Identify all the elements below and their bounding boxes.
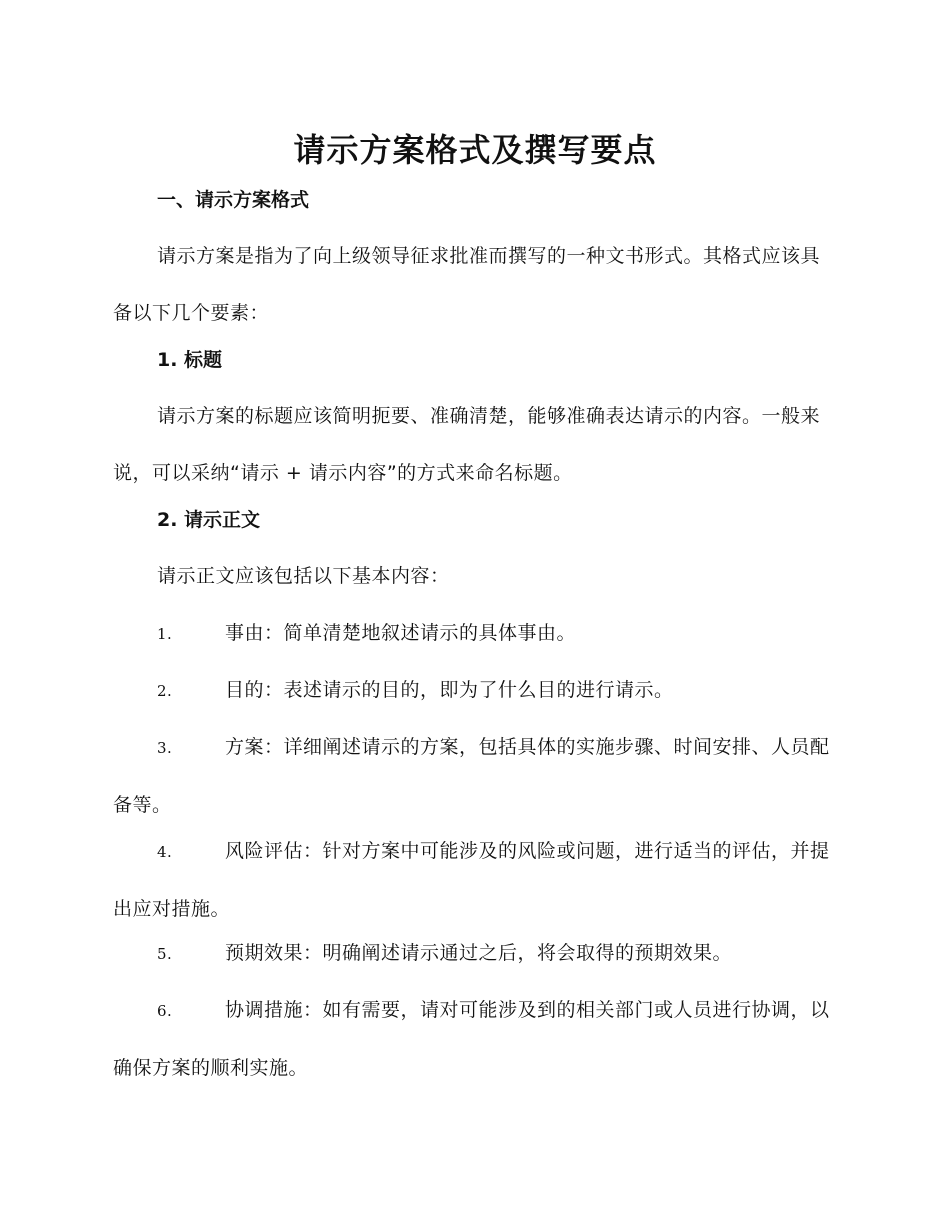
- document-title: 请示方案格式及撰写要点: [293, 131, 657, 169]
- list-item-number: 3.: [157, 739, 173, 757]
- section-heading-format: 一、请示方案格式: [157, 189, 310, 211]
- list-item-text: 事由：简单清楚地叙述请示的具体事由。: [225, 622, 577, 644]
- list-item-text: 协调措施：如有需要，请对可能涉及到的相关部门或人员进行协调，以确保方案的顺利实施。: [113, 999, 830, 1079]
- list-item: [113, 982, 838, 1097]
- list-item: [113, 719, 838, 834]
- intro-paragraph: 请示方案是指为了向上级领导征求批准而撰写的一种文书形式。其格式应该具备以下几个要素：: [113, 245, 821, 324]
- subheading-body: 2. 请示正文: [157, 509, 261, 531]
- subheading-title: 1. 标题: [157, 349, 223, 371]
- list-item: [113, 605, 838, 663]
- list-item-text: 风险评估：针对方案中可能涉及的风险或问题，进行适当的评估，并提出应对措施。: [113, 840, 830, 920]
- list-item-text: 目的：表述请示的目的，即为了什么目的进行请示。: [225, 679, 674, 701]
- list-item-number: 5.: [157, 945, 173, 963]
- list-item-text: 方案：详细阐述请示的方案，包括具体的实施步骤、时间安排、人员配备等。: [113, 736, 830, 816]
- list-item-number: 2.: [157, 682, 173, 700]
- list-item: [113, 662, 838, 720]
- body-intro-paragraph: 请示正文应该包括以下基本内容：: [157, 565, 450, 587]
- list-item: [113, 925, 838, 983]
- title-paragraph: 请示方案的标题应该简明扼要、准确清楚，能够准确表达请示的内容。一般来说，可以采纳“请示 + 请示内容”的方式来命名标题。: [113, 405, 821, 484]
- list-item-text: 预期效果：明确阐述请示通过之后，将会取得的预期效果。: [225, 942, 733, 964]
- list-item-number: 1.: [157, 625, 173, 643]
- list-item: [113, 823, 838, 938]
- list-item-number: 4.: [157, 843, 173, 861]
- list-item-number: 6.: [157, 1002, 173, 1020]
